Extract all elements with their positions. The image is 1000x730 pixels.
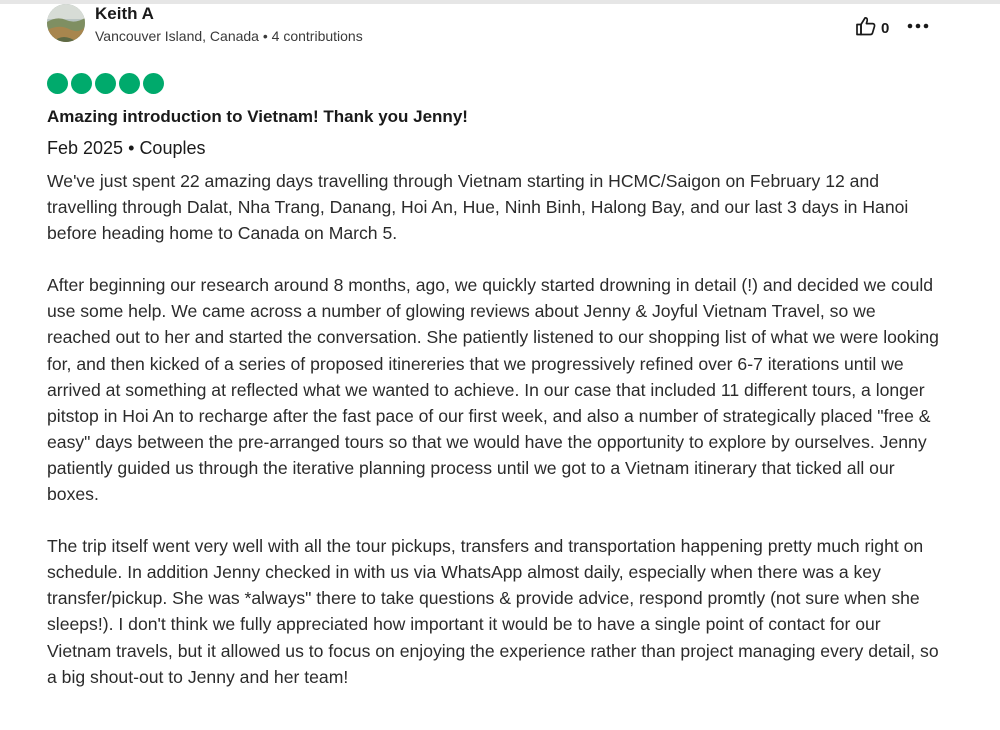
more-options-icon [907,16,929,34]
author-name[interactable]: Keith A [95,4,154,23]
avatar-photo [47,4,85,42]
helpful-count: 0 [881,20,890,37]
review-title[interactable]: Amazing introduction to Vietnam! Thank you Jenny! [47,107,468,126]
review-body [47,168,939,716]
author-meta [95,27,363,45]
trip-info [47,137,205,159]
rating-bubble [95,73,116,94]
meta-separator: • [262,28,268,44]
rating-bubble [47,73,68,94]
review-paragraph: After beginning our research around 8 months, ago, we quickly started drowning in detail (!) and decided we could use some help. We came across a number of glowing reviews about Jenny & Joyful Vietnam Travel, so we reached out to her and started the conversation. She patiently listened to our shopping list of what we were looking for, and then kicked of a series of proposed itinereries that we progressively refined over 6-7 iterations until we arrived at something at reflected what we wanted to achieve. In our case that included 11 different tours, a longer pitstop in Hoi An to recharge after the fast pace of our first week, and also a number of strategically placed "free & easy" days between the pre-arranged tours so that we would have the opportunity to explore by ourselves. Jenny patiently guided us through the iterative planning process until we got to a Vietnam itinerary that ticked all our boxes. [47,275,939,505]
trip-separator: • [128,138,135,158]
review-paragraph: We've just spent 22 amazing days travelling through Vietnam starting in HCMC/Saigon on February 12 and travelling through Dalat, Nha Trang, Danang, Hoi An, Hue, Ninh Binh, Halong Bay, and our last 3 days in Hanoi before heading home to Canada on March 5. [47,171,909,244]
helpful-vote-button[interactable] [855,16,889,41]
avatar[interactable] [47,4,85,42]
more-options-button[interactable] [905,14,931,36]
rating-bubbles [47,73,164,94]
rating-bubble [143,73,164,94]
author-location: Vancouver Island, Canada [95,28,259,44]
trip-date: Feb 2025 [47,138,124,158]
review-paragraph: The trip itself went very well with all the tour pickups, transfers and transportation happening pretty much right on schedule. In addition Jenny checked in with us via WhatsApp almost daily, especially when there was a key transfer/pickup. She was *always" there to take questions & provide advice, respond promtly (not sure when she sleeps!). I don't think we fully appreciated how important it would be to have a single point of contact for our Vietnam travels, but it allowed us to focus on enjoying the experience rather than project managing every detail, so a big shout-out to Jenny and her team! [47,536,939,687]
rating-bubble [71,73,92,94]
author-contributions: 4 contributions [271,28,363,44]
thumbs-up-icon [855,16,877,41]
trip-type: Couples [139,138,206,158]
rating-bubble [119,73,140,94]
